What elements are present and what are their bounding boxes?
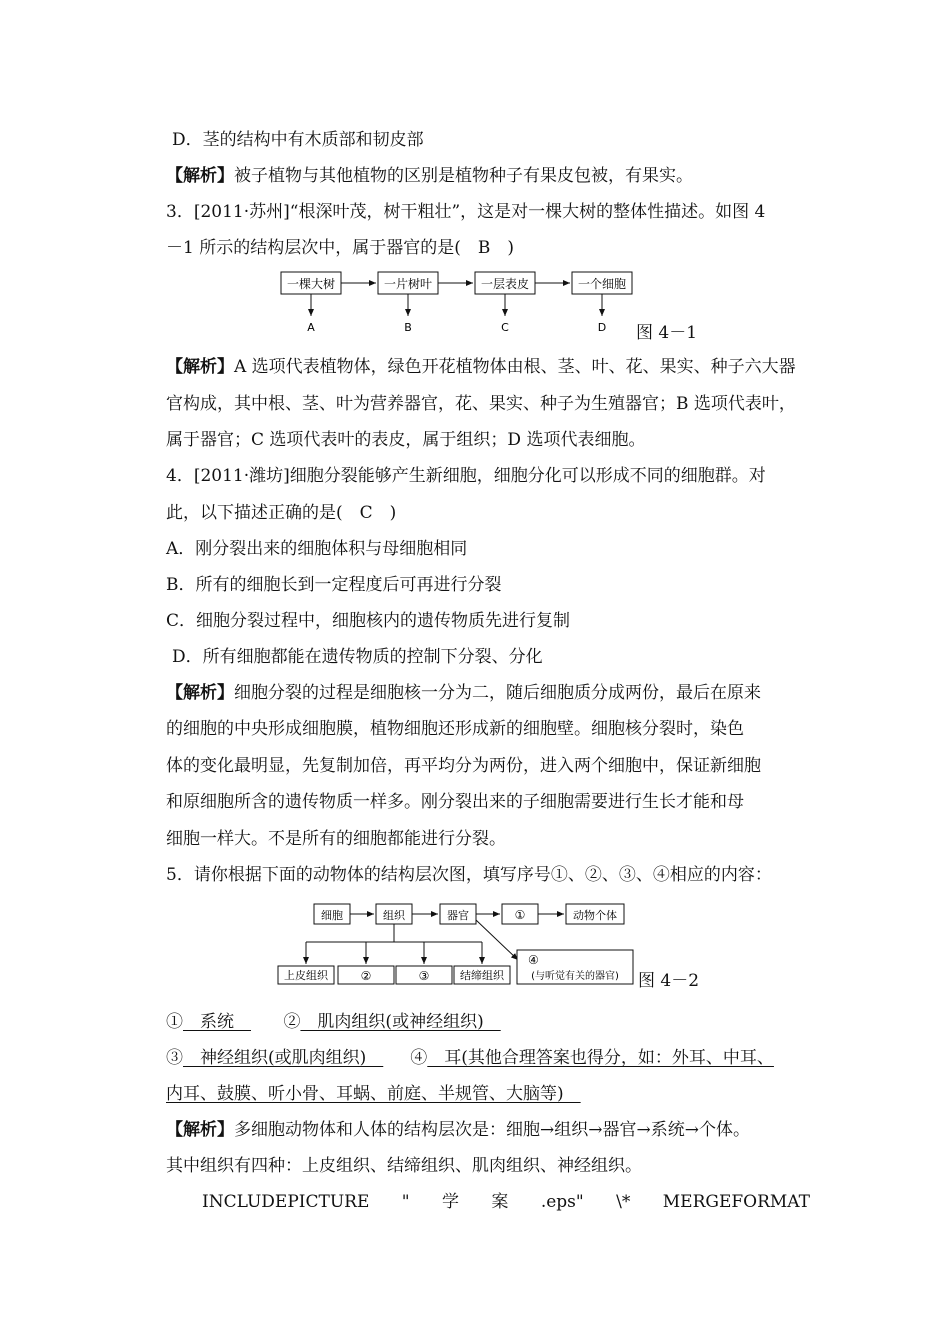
fig2-box-epithelial (278, 966, 334, 984)
svg-text:动物个体: 动物个体 (573, 909, 617, 922)
q5-analysis-line2: 其中组织有四种：上皮组织、结缔组织、肌肉组织、神经组织。 (166, 1156, 642, 1176)
fig2-box-blank1 (502, 904, 538, 924)
q4-stem-line1: 4．[2011·潍坊]细胞分裂能够产生新细胞，细胞分化可以形成不同的细胞群。对 (166, 466, 766, 486)
analysis-tag: 【解析】 (166, 166, 234, 186)
analysis-tag: 【解析】 (166, 357, 234, 377)
q4-option-c: C．细胞分裂过程中，细胞核内的遗传物质先进行复制 (166, 611, 571, 631)
q4-analysis-line3: 体的变化最明显，先复制加倍，再平均分为两份，进入两个细胞中，保证新细胞 (166, 756, 761, 776)
svg-text:一个细胞: 一个细胞 (577, 277, 627, 291)
svg-text:结缔组织: 结缔组织 (460, 969, 504, 982)
figure-4-2-caption: 图 4－2 (638, 971, 700, 991)
analysis-tag: 【解析】 (166, 683, 234, 703)
q3-analysis-line3: 属于器官；C 选项代表叶的表皮，属于组织；D 选项代表细胞。 (166, 430, 646, 450)
fig1-letter-b: B (404, 321, 412, 334)
svg-text:一片树叶: 一片树叶 (383, 277, 433, 291)
q4-analysis-line4: 和原细胞所含的遗传物质一样多。刚分裂出来的子细胞需要进行生长才能和母 (166, 792, 744, 812)
fig2-box-connective (454, 966, 510, 984)
svg-text:③: ③ (418, 969, 430, 983)
figure-4-1 (270, 268, 670, 338)
q4-option-d: D．所有细胞都能在遗传物质的控制下分裂、分化 (172, 647, 543, 667)
fig1-box-2 (378, 272, 438, 294)
q2-analysis (166, 164, 812, 188)
q3-analysis-line2: 官构成，其中根、茎、叶为营养器官，花、果实、种子为生殖器官；B 选项代表叶， (166, 394, 796, 414)
answer-3: 神经组织(或肌肉组织) (183, 1048, 384, 1068)
fig1-letter-c: C (501, 321, 509, 334)
fig1-box-1 (281, 272, 341, 294)
fig2-box-organ (440, 904, 476, 924)
fig1-letter-a: A (307, 321, 315, 334)
fig1-box-3 (475, 272, 535, 294)
q3-stem-line2: －1 所示的结构层次中，属于器官的是( B ) (166, 238, 514, 258)
q4-stem-line2: 此，以下描述正确的是( C ) (166, 503, 397, 523)
answer-2-num: ② (283, 1012, 301, 1032)
fig2-box-blank3 (396, 966, 452, 984)
svg-text:④: ④ (528, 953, 539, 967)
q2-option-d: D．茎的结构中有木质部和韧皮部 (172, 130, 424, 150)
figure-4-1-caption: 图 4－1 (636, 323, 698, 343)
fig2-box-cell (314, 904, 350, 924)
q4-option-a: A．刚分裂出来的细胞体积与母细胞相同 (166, 539, 468, 559)
svg-text:一棵大树: 一棵大树 (286, 277, 336, 291)
analysis-text: 被子植物与其他植物的区别是植物种子有果皮包被，有果实。 (234, 166, 693, 186)
fig2-box-tissue (376, 904, 412, 924)
answer-4-num: ④ (410, 1048, 428, 1068)
q3-stem-line1: 3．[2011·苏州]“根深叶茂，树干粗壮”，这是对一棵大树的整体性描述。如图 4 (166, 202, 766, 222)
q5-analysis-line1: 【解析】多细胞动物体和人体的结构层次是：细胞→组织→器官→系统→个体。 (166, 1120, 750, 1140)
include-picture-field: INCLUDEPICTURE " 学 案 .eps" \* MERGEFORMAT (202, 1192, 810, 1212)
q5-answer-line3 (166, 1082, 812, 1106)
svg-text:细胞: 细胞 (321, 909, 343, 922)
q4-analysis-line5: 细胞一样大。不是所有的细胞都能进行分裂。 (166, 829, 506, 849)
fig2-box-animal (566, 904, 624, 924)
figure-4-2 (270, 898, 640, 990)
answer-2: 肌肉组织(或神经组织) (300, 1012, 501, 1032)
answer-1-num: ① (166, 1012, 183, 1032)
q4-option-b: B．所有的细胞长到一定程度后可再进行分裂 (166, 575, 502, 595)
svg-text:器官: 器官 (447, 909, 469, 922)
fig1-box-4 (572, 272, 632, 294)
svg-text:组织: 组织 (383, 909, 405, 922)
svg-text:上皮组织: 上皮组织 (284, 969, 328, 982)
svg-text:①: ① (514, 908, 526, 922)
analysis-tag: 【解析】 (166, 1120, 234, 1140)
answer-4-cont: 内耳、鼓膜、听小骨、耳蜗、前庭、半规管、大脑等) (166, 1084, 581, 1104)
fig2-box-blank2 (338, 966, 394, 984)
svg-text:②: ② (360, 969, 372, 983)
answer-1: 系统 (183, 1012, 251, 1032)
answer-4: 耳(其他合理答案也得分，如：外耳、中耳、 (427, 1048, 774, 1068)
answer-3-num: ③ (166, 1048, 183, 1068)
fig1-letter-d: D (597, 321, 607, 334)
svg-text:(与听觉有关的器官): (与听觉有关的器官) (531, 971, 619, 982)
svg-text:一层表皮: 一层表皮 (480, 277, 530, 291)
q5-stem: 5．请你根据下面的动物体的结构层次图，填写序号①、②、③、④相应的内容： (166, 865, 772, 885)
q5-answer-line1 (166, 1010, 812, 1034)
q4-analysis-line1: 【解析】细胞分裂的过程是细胞核一分为二，随后细胞质分成两份，最后在原来 (166, 683, 761, 703)
q5-answer-line2 (166, 1046, 812, 1070)
q3-analysis-line1: 【解析】A 选项代表植物体，绿色开花植物体由根、茎、叶、花、果实、种子六大器 (166, 357, 796, 377)
fig2-box-blank4 (517, 950, 633, 984)
q4-analysis-line2: 的细胞的中央形成细胞膜，植物细胞还形成新的细胞壁。细胞核分裂时，染色 (166, 719, 744, 739)
